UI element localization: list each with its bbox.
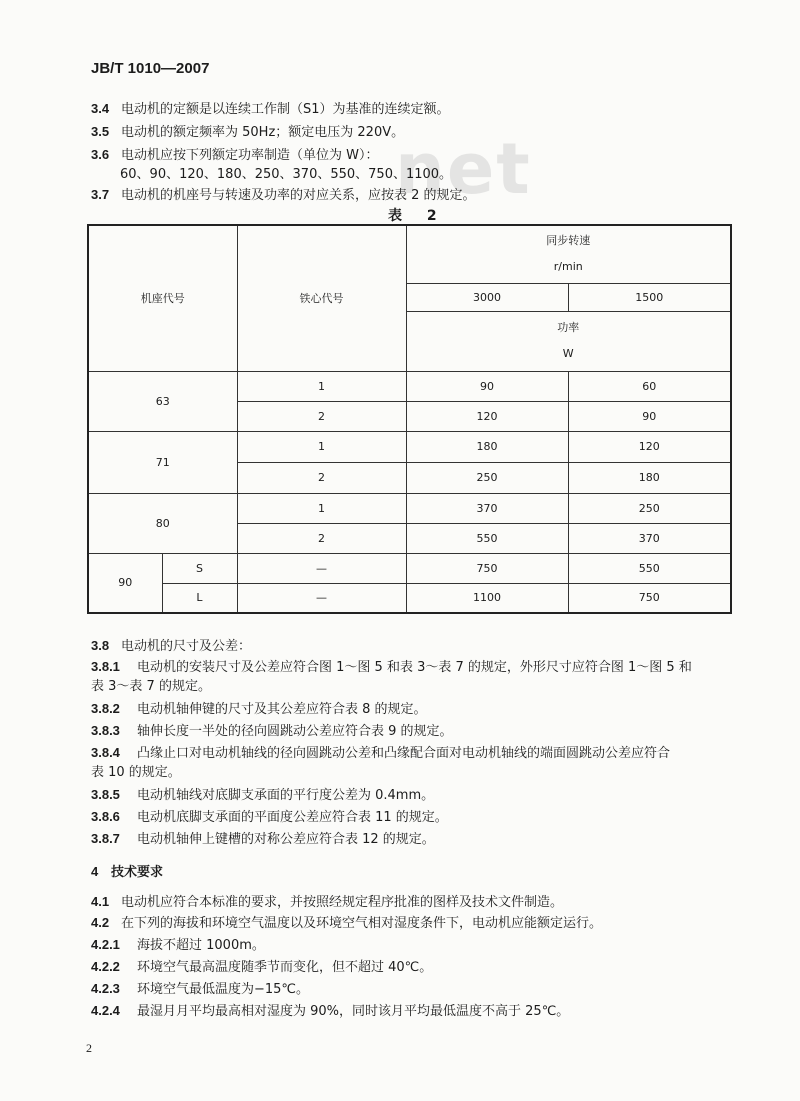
power-1500-cell: 370 (568, 523, 731, 553)
header-core-no: 铁心代号 (237, 225, 406, 371)
table-caption: 表 2 (388, 208, 447, 224)
clause-3-8-4: 3.8.4 凸缘止口对电动机轴线的径向圆跳动公差和凸缘配合面对电动机轴线的端面圆跳动公差应符合 (91, 745, 671, 761)
clause-3-6: 3.6 电动机应按下列额定功率制造（单位为 W）： (91, 147, 379, 163)
table-row (88, 431, 731, 462)
power-1500-cell: 120 (568, 431, 731, 462)
power-3000-cell: 90 (406, 371, 568, 401)
core-cell: 2 (237, 462, 406, 493)
clause-3-7: 3.7 电动机的机座号与转速及功率的对应关系，应按表 2 的规定。 (91, 187, 476, 203)
power-1500-cell: 60 (568, 371, 731, 401)
clause-4-2-1: 4.2.1 海拔不超过 1000m。 (91, 937, 265, 953)
section-4-heading: 4 技术要求 (91, 864, 164, 880)
table-row (88, 553, 731, 583)
header-power: 功率 W (406, 311, 731, 371)
clause-4-2-2: 4.2.2 环境空气最高温度随季节而变化，但不超过 40℃。 (91, 959, 433, 975)
header-frame-no: 机座代号 (88, 225, 237, 371)
clause-3-6-values: 60、90、120、180、250、370、550、750、1100。 (120, 167, 453, 182)
watermark: net (395, 128, 532, 210)
page-number: 2 (86, 1041, 92, 1055)
table-row (88, 371, 731, 401)
header-speed-1500: 1500 (568, 283, 731, 311)
frame-variant-cell: S (162, 553, 237, 583)
power-3000-cell: 370 (406, 493, 568, 523)
power-1500-cell: 180 (568, 462, 731, 493)
power-3000-cell: 250 (406, 462, 568, 493)
core-cell: 1 (237, 371, 406, 401)
clause-3-8-7: 3.8.7 电动机轴伸上键槽的对称公差应符合表 12 的规定。 (91, 831, 435, 847)
power-3000-cell: 1100 (406, 583, 568, 613)
clause-4-1: 4.1 电动机应符合本标准的要求，并按照经规定程序批准的图样及技术文件制造。 (91, 894, 564, 910)
power-3000-cell: 750 (406, 553, 568, 583)
frame-variant-cell: L (162, 583, 237, 613)
standard-number-header: JB/T 1010—2007 (91, 60, 210, 77)
clause-4-2-4: 4.2.4 最湿月月平均最高相对湿度为 90%，同时该月平均最低温度不高于 25℃。 (91, 1003, 570, 1019)
clause-3-8: 3.8 电动机的尺寸及公差： (91, 638, 252, 654)
core-cell: 1 (237, 493, 406, 523)
power-1500-cell: 250 (568, 493, 731, 523)
clause-4-2-3: 4.2.3 环境空气最低温度为−15℃。 (91, 981, 310, 997)
clause-3-8-6: 3.8.6 电动机底脚支承面的平面度公差应符合表 11 的规定。 (91, 809, 448, 825)
power-1500-cell: 550 (568, 553, 731, 583)
clause-3-4: 3.4 电动机的定额是以连续工作制（S1）为基准的连续定额。 (91, 101, 450, 117)
core-cell: — (237, 553, 406, 583)
clause-3-5: 3.5 电动机的额定频率为 50Hz；额定电压为 220V。 (91, 124, 405, 140)
clause-3-8-5: 3.8.5 电动机轴线对底脚支承面的平行度公差为 0.4mm。 (91, 787, 435, 803)
core-cell: 1 (237, 431, 406, 462)
power-3000-cell: 120 (406, 401, 568, 431)
clause-3-8-4-cont: 表 10 的规定。 (91, 765, 181, 780)
power-table (87, 224, 732, 614)
frame-cell: 63 (88, 371, 237, 431)
header-speed-3000: 3000 (406, 283, 568, 311)
table-row (88, 493, 731, 523)
frame-cell: 80 (88, 493, 237, 553)
power-3000-cell: 550 (406, 523, 568, 553)
core-cell: 2 (237, 401, 406, 431)
clause-4-2: 4.2 在下列的海拔和环境空气温度以及环境空气相对湿度条件下，电动机应能额定运行。 (91, 915, 603, 931)
clause-3-8-1-cont: 表 3～表 7 的规定。 (91, 679, 211, 694)
clause-3-8-1: 3.8.1 电动机的安装尺寸及公差应符合图 1～图 5 和表 3～表 7 的规定，外形尺寸应符合图 1～图 5 和 (91, 659, 692, 675)
frame-cell: 71 (88, 431, 237, 493)
header-speed: 同步转速 r/min (406, 225, 731, 283)
frame-cell: 90 (88, 553, 162, 613)
table-row (88, 583, 731, 613)
clause-3-8-2: 3.8.2 电动机轴伸键的尺寸及其公差应符合表 8 的规定。 (91, 701, 427, 717)
clause-3-8-3: 3.8.3 轴伸长度一半处的径向圆跳动公差应符合表 9 的规定。 (91, 723, 453, 739)
power-1500-cell: 90 (568, 401, 731, 431)
core-cell: — (237, 583, 406, 613)
power-3000-cell: 180 (406, 431, 568, 462)
core-cell: 2 (237, 523, 406, 553)
power-1500-cell: 750 (568, 583, 731, 613)
